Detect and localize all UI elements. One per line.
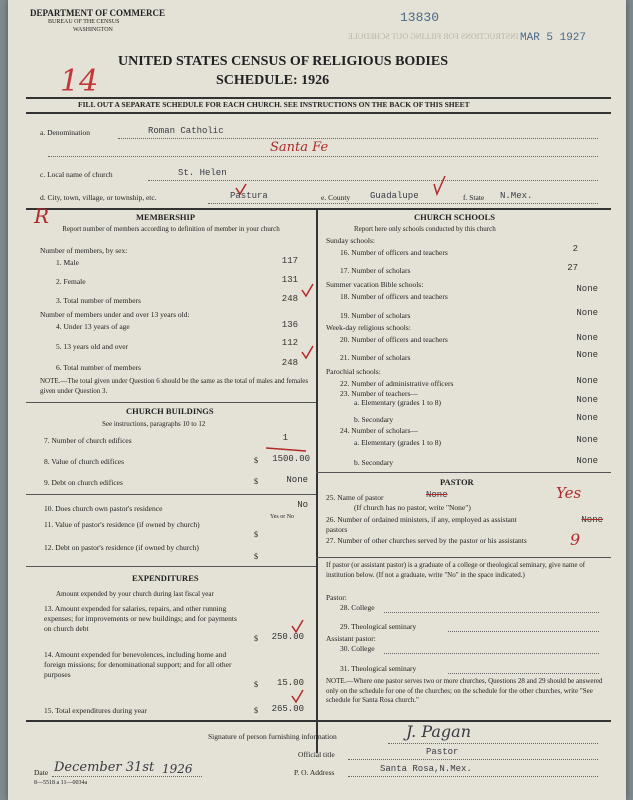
q21-value: None bbox=[576, 350, 598, 360]
schools-intro: Report here only schools conducted by this church bbox=[354, 225, 496, 233]
q17-value: 27 bbox=[567, 263, 578, 273]
q5-label: 5. 13 years old and over bbox=[56, 342, 129, 351]
sunday-schools-label: Sunday schools: bbox=[326, 236, 375, 245]
state-label: f. State bbox=[463, 193, 485, 202]
dollar-sign: $ bbox=[254, 552, 258, 561]
expenditures-title: EXPENDITURES bbox=[132, 573, 199, 583]
q8-label: 8. Value of church edifices bbox=[44, 457, 125, 466]
dollar-sign: $ bbox=[254, 477, 258, 486]
q25-handwritten: Yes bbox=[556, 484, 582, 502]
q22-value: None bbox=[576, 376, 598, 386]
city-name: WASHINGTON bbox=[73, 27, 113, 33]
dollar-sign: $ bbox=[254, 456, 258, 465]
q24a-label: a. Elementary (grades 1 to 8) bbox=[354, 438, 442, 447]
official-title-value: Pastor bbox=[426, 747, 459, 757]
q12-label: 12. Debt on pastor's residence (if owned by church) bbox=[44, 543, 199, 552]
buildings-title: CHURCH BUILDINGS bbox=[126, 406, 214, 416]
q9-value: None bbox=[286, 475, 308, 485]
q16-value: 2 bbox=[572, 244, 578, 254]
q23a-label: a. Elementary (grades 1 to 8) bbox=[354, 398, 442, 407]
q24-label: 24. Number of scholars— bbox=[340, 426, 418, 435]
q29-label: 29. Theological seminary bbox=[340, 622, 417, 631]
form-title: UNITED STATES CENSUS OF RELIGIOUS BODIES bbox=[118, 54, 449, 69]
received-date-stamp: MAR 5 1927 bbox=[520, 32, 587, 44]
q4-label: 4. Under 13 years of age bbox=[56, 322, 130, 331]
q24b-label: b. Secondary bbox=[354, 458, 394, 467]
dollar-sign: $ bbox=[254, 680, 258, 689]
q31-label: 31. Theological seminary bbox=[340, 664, 417, 673]
q25-note: (If church has no pastor, write "None") bbox=[354, 503, 471, 512]
membership-note: NOTE.—The total given under Question 6 should be the same as the total of males and females given under Question 3. bbox=[40, 377, 309, 395]
q7-label: 7. Number of church edifices bbox=[44, 436, 132, 445]
q25-label: 25. Name of pastor bbox=[326, 493, 384, 502]
q7-value: 1 bbox=[282, 433, 288, 443]
date-label: Date bbox=[34, 768, 49, 777]
pastor-note: NOTE.—Where one pastor serves two or more churches, Questions 28 and 29 should be answered only on the schedule for one of the churches; on the schedule for the other churches, write "See schedule for Santa Rosa church." bbox=[326, 677, 603, 704]
red-r-mark: R bbox=[34, 204, 50, 228]
q8-value: 1500.00 bbox=[272, 454, 310, 464]
q2-value: 131 bbox=[281, 275, 298, 285]
q24b-value: None bbox=[576, 456, 598, 466]
city-value: Pastura bbox=[230, 191, 268, 201]
q18-value: None bbox=[576, 284, 598, 294]
red-check-marks bbox=[8, 0, 626, 800]
q10-label: 10. Does church own pastor's residence bbox=[44, 504, 163, 513]
q23a-value: None bbox=[576, 395, 598, 405]
local-name-value: St. Helen bbox=[178, 168, 227, 178]
q23b-label: b. Secondary bbox=[354, 415, 394, 424]
parochial-schools-label: Parochial schools: bbox=[326, 367, 381, 376]
state-value: N.Mex. bbox=[500, 191, 533, 201]
q23b-value: None bbox=[576, 413, 598, 423]
census-schedule-sheet bbox=[8, 0, 626, 800]
graduate-instruction: If pastor (or assistant pastor) is a graduate of a college or theological seminary, give name of institution below. (If not a graduate, write "No" in the space indicated.) bbox=[326, 561, 586, 579]
signature-label: Signature of person furnishing information bbox=[208, 732, 337, 741]
form-number: 8—5518 a 11—0034a bbox=[34, 780, 88, 786]
dollar-sign: $ bbox=[254, 530, 258, 539]
pastor-subhead: Pastor: bbox=[326, 593, 347, 602]
local-name-label: c. Local name of church bbox=[40, 170, 113, 179]
q2-label: 2. Female bbox=[56, 277, 86, 286]
assistant-pastor-subhead: Assistant pastor: bbox=[326, 634, 376, 643]
q20-value: None bbox=[576, 333, 598, 343]
q15-label: 15. Total expenditures during year bbox=[44, 706, 147, 715]
q20-label: 20. Number of officers and teachers bbox=[340, 335, 448, 344]
summer-schools-label: Summer vacation Bible schools: bbox=[326, 280, 424, 289]
date-year: 1926 bbox=[162, 762, 193, 776]
city-label: d. City, town, village, or township, etc. bbox=[40, 193, 157, 202]
q19-value: None bbox=[576, 308, 598, 318]
q24a-value: None bbox=[576, 435, 598, 445]
q30-label: 30. College bbox=[340, 644, 375, 653]
form-subtitle: SCHEDULE: 1926 bbox=[216, 73, 330, 88]
q26-value: None bbox=[581, 515, 603, 525]
q27-label: 27. Number of other churches served by the pastor or his assistants bbox=[326, 536, 527, 545]
under-over-label: Number of members under and over 13 years old: bbox=[40, 310, 190, 319]
q22-label: 22. Number of administrative officers bbox=[340, 379, 454, 388]
buildings-intro: See instructions, paragraphs 10 to 12 bbox=[102, 420, 206, 428]
q6-label: 6. Total number of members bbox=[56, 363, 141, 372]
official-title-label: Official title bbox=[298, 750, 335, 759]
instruction-banner: FILL OUT A SEPARATE SCHEDULE FOR EACH CHURCH. SEE INSTRUCTIONS ON THE BACK OF THIS SHEET bbox=[78, 100, 470, 109]
dollar-sign: $ bbox=[254, 634, 258, 643]
q25-value: None bbox=[426, 490, 448, 500]
county-value: Guadalupe bbox=[370, 191, 419, 201]
q13-value: 250.00 bbox=[271, 632, 304, 642]
department-name: DEPARTMENT OF COMMERCE bbox=[30, 8, 166, 18]
bleed-through-text: INSTRUCTIONS FOR FILLING OUT SCHEDULE bbox=[348, 32, 519, 41]
dollar-sign: $ bbox=[254, 706, 258, 715]
q14-value: 15.00 bbox=[276, 678, 304, 688]
q19-label: 19. Number of scholars bbox=[340, 311, 411, 320]
q27-handwritten: 9 bbox=[570, 530, 581, 549]
q23-label: 23. Number of teachers— bbox=[340, 389, 418, 398]
expenditures-intro: Amount expended by your church during last fiscal year bbox=[56, 590, 214, 598]
schools-title: CHURCH SCHOOLS bbox=[414, 212, 495, 222]
q18-label: 18. Number of officers and teachers bbox=[340, 292, 448, 301]
q6-value: 248 bbox=[281, 358, 298, 368]
po-address-label: P. O. Address bbox=[294, 768, 335, 777]
denomination-label: a. Denomination bbox=[40, 128, 90, 137]
q1-label: 1. Male bbox=[56, 258, 79, 267]
diocese-handwritten: Santa Fe bbox=[270, 140, 329, 155]
document-number: 13830 bbox=[400, 10, 440, 25]
q1-value: 117 bbox=[281, 256, 298, 266]
q26-label: 26. Number of ordained ministers, if any, employed as assistant pastors bbox=[326, 515, 517, 534]
by-sex-label: Number of members, by sex: bbox=[40, 246, 128, 255]
q16-label: 16. Number of officers and teachers bbox=[340, 248, 448, 257]
membership-title: MEMBERSHIP bbox=[136, 212, 196, 222]
q28-label: 28. College bbox=[340, 603, 375, 612]
q15-value: 265.00 bbox=[271, 704, 304, 714]
q14-label: 14. Amount expended for benevolences, including home and foreign missions; for denominational support; and for all other purposes bbox=[44, 650, 232, 679]
weekday-schools-label: Week-day religious schools: bbox=[326, 323, 411, 332]
q10-value: No bbox=[297, 500, 308, 510]
yes-or-no-hint: Yes or No bbox=[270, 514, 295, 520]
red-page-mark: 14 bbox=[60, 64, 99, 99]
q3-label: 3. Total number of members bbox=[56, 296, 141, 305]
q11-label: 11. Value of pastor's residence (if owned by church) bbox=[44, 520, 200, 529]
q4-value: 136 bbox=[281, 320, 298, 330]
denomination-value: Roman Catholic bbox=[148, 126, 224, 136]
q5-value: 112 bbox=[281, 338, 298, 348]
bureau-name: BUREAU OF THE CENSUS bbox=[48, 19, 120, 25]
membership-intro: Report number of members according to definition of member in your church bbox=[62, 225, 280, 233]
county-label: e. County bbox=[321, 193, 351, 202]
po-address-value: Santa Rosa,N.Mex. bbox=[380, 764, 472, 774]
q9-label: 9. Debt on church edifices bbox=[44, 478, 123, 487]
date-value: December 31st bbox=[54, 760, 155, 775]
signature-value: J. Pagan bbox=[406, 722, 472, 741]
q3-value: 248 bbox=[281, 294, 298, 304]
q17-label: 17. Number of scholars bbox=[340, 266, 411, 275]
pastor-title: PASTOR bbox=[440, 477, 474, 487]
q13-label: 13. Amount expended for salaries, repairs, and other running expenses; for improvements or new buildings; and for payments on church debt bbox=[44, 604, 237, 633]
q21-label: 21. Number of scholars bbox=[340, 353, 411, 362]
